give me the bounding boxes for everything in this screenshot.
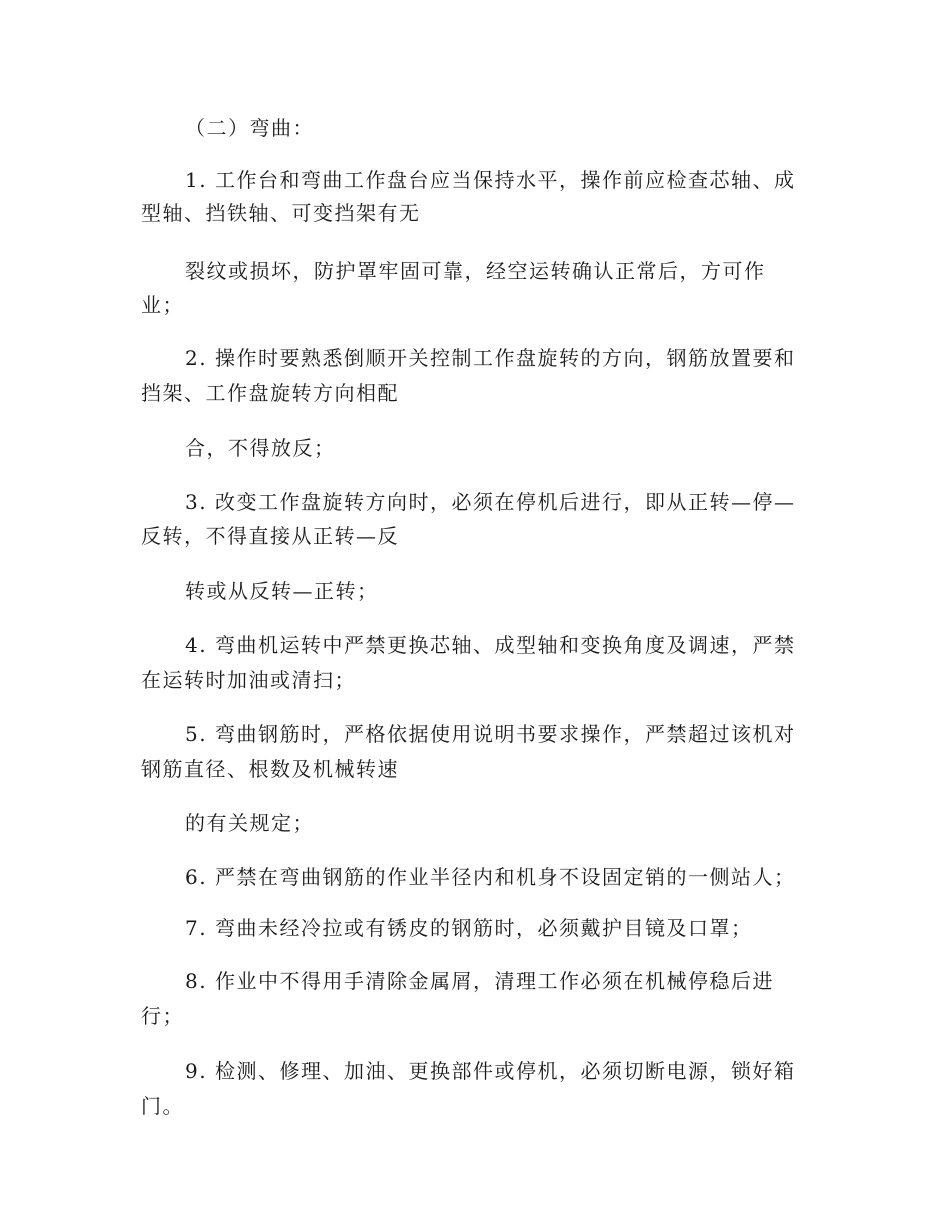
item-6-line-1: 6. 严禁在弯曲钢筋的作业半径内和机身不设固定销的一侧站人； bbox=[185, 865, 796, 889]
item-4-line-1: 4. 弯曲机运转中严禁更换芯轴、成型轴和变换角度及调速，严禁 bbox=[185, 633, 796, 657]
item-1-line-1: 1. 工作台和弯曲工作盘台应当保持水平，操作前应检查芯轴、成 bbox=[185, 168, 796, 192]
item-7-line-1: 7. 弯曲未经冷拉或有锈皮的钢筋时，必须戴护目镜及口罩； bbox=[185, 916, 753, 940]
item-1-line-2: 型轴、挡铁轴、可变挡架有无 bbox=[141, 201, 421, 225]
item-8-line-2: 行； bbox=[141, 1004, 184, 1028]
item-2-line-3: 合，不得放反； bbox=[185, 436, 336, 460]
item-8-line-1: 8. 作业中不得用手清除金属屑，清理工作必须在机械停稳后进 bbox=[185, 969, 774, 993]
item-3-line-1: 3. 改变工作盘旋转方向时，必须在停机后进行，即从正转—停— bbox=[185, 490, 796, 514]
item-4-line-2: 在运转时加油或清扫； bbox=[141, 668, 356, 692]
item-1-line-4: 业； bbox=[141, 293, 184, 317]
item-1-line-3: 裂纹或损坏，防护罩牢固可靠，经空运转确认正常后，方可作 bbox=[185, 259, 766, 283]
item-2-line-1: 2. 操作时要熟悉倒顺开关控制工作盘旋转的方向，钢筋放置要和 bbox=[185, 346, 796, 370]
item-3-line-3: 转或从反转—正转； bbox=[185, 579, 379, 603]
item-9-line-1: 9. 检测、修理、加油、更换部件或停机，必须切断电源，锁好箱 bbox=[185, 1059, 796, 1083]
item-5-line-2: 钢筋直径、根数及机械转速 bbox=[141, 757, 399, 781]
item-5-line-3: 的有关规定； bbox=[185, 811, 314, 835]
item-5-line-1: 5. 弯曲钢筋时，严格依据使用说明书要求操作，严禁超过该机对 bbox=[185, 722, 796, 746]
item-3-line-2: 反转，不得直接从正转—反 bbox=[141, 524, 399, 548]
item-2-line-2: 挡架、工作盘旋转方向相配 bbox=[141, 381, 399, 405]
section-heading: （二）弯曲： bbox=[185, 116, 314, 140]
item-9-line-2: 门。 bbox=[141, 1094, 184, 1118]
